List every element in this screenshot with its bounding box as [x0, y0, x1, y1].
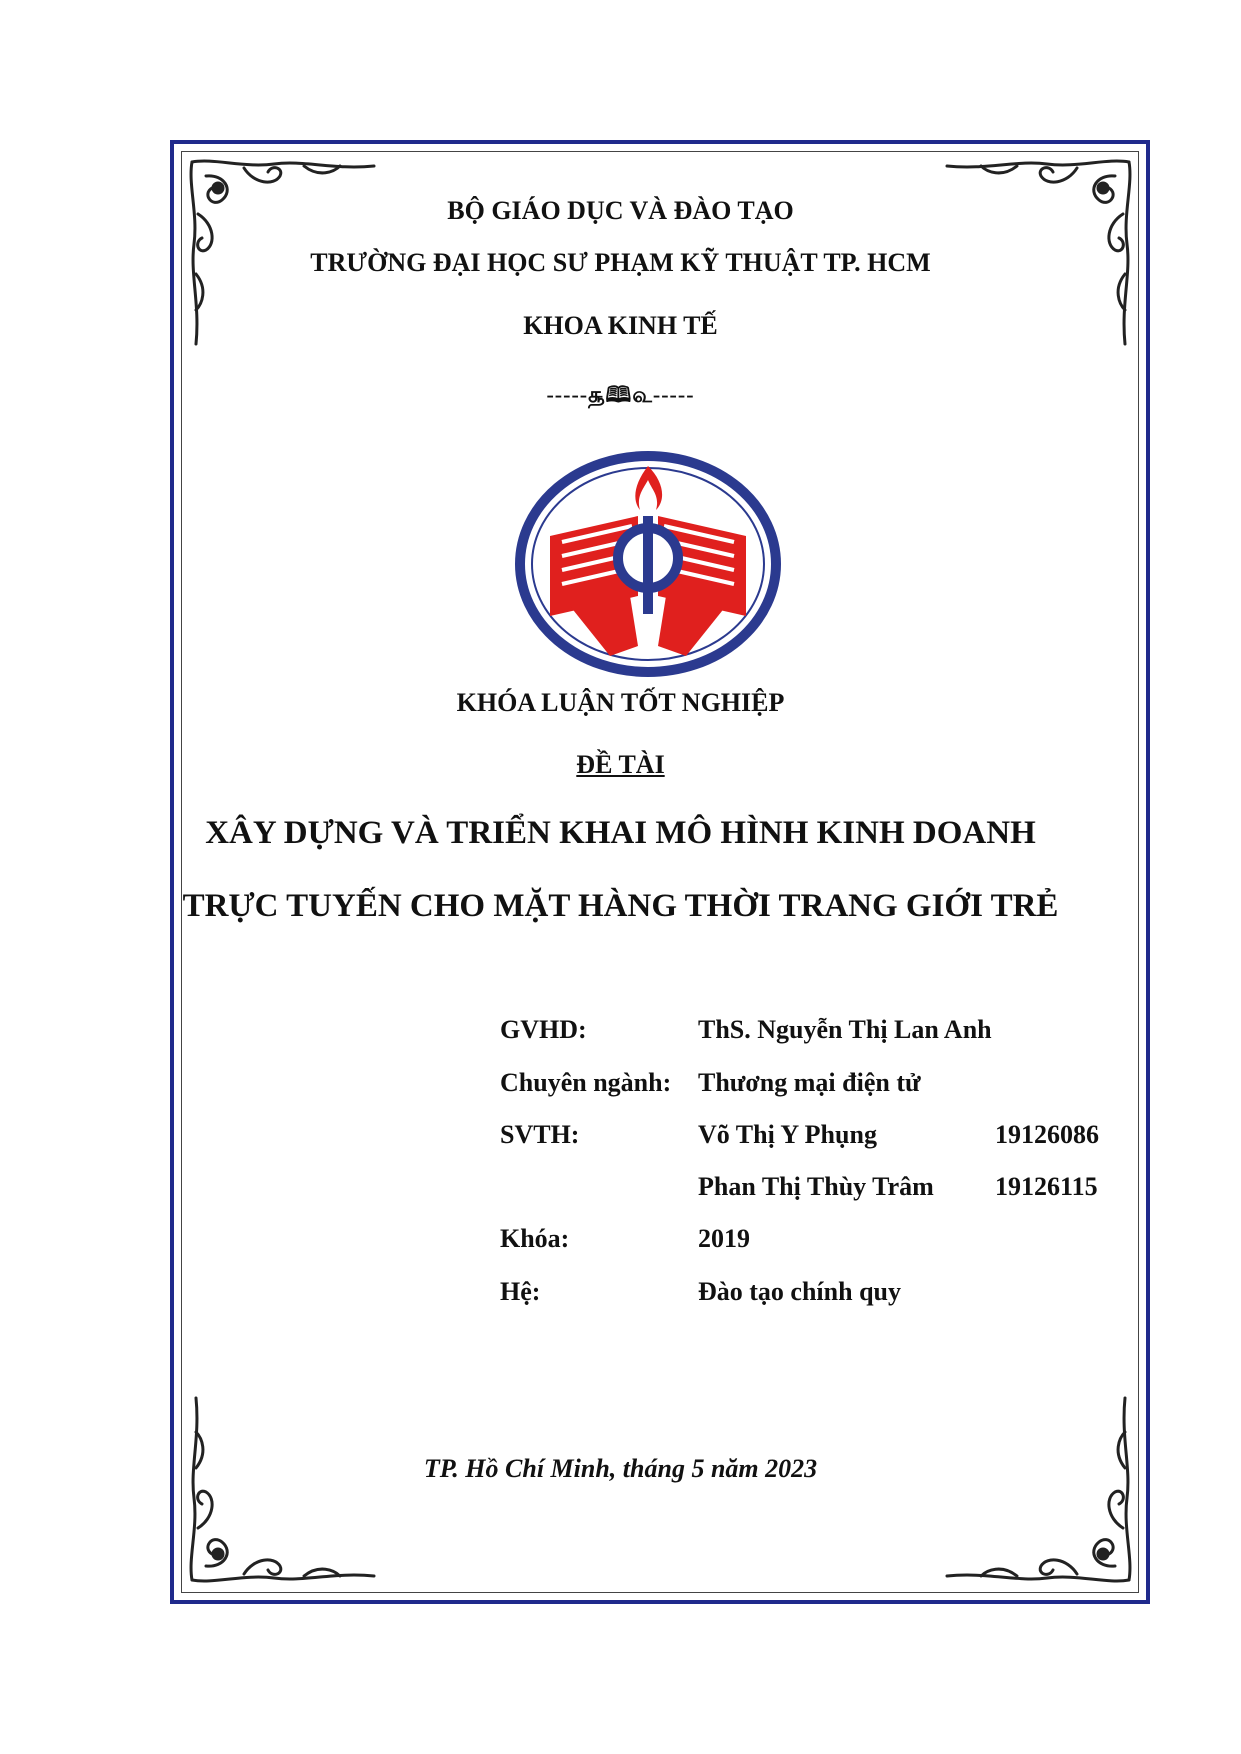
student-name-1: Võ Thị Y Phụng: [698, 1120, 877, 1149]
topic-label: ĐỀ TÀI: [576, 750, 665, 779]
faculty-name: KHOA KINH TẾ: [523, 311, 718, 340]
student-id-1: 19126086: [995, 1120, 1099, 1149]
cohort-label: Khóa:: [500, 1224, 570, 1253]
page-border-inner: [181, 151, 1139, 1593]
advisor-value: ThS. Nguyễn Thị Lan Anh: [698, 1015, 992, 1044]
place-and-date: TP. Hồ Chí Minh, tháng 5 năm 2023: [423, 1454, 818, 1483]
ornamental-separator: -----௲🕮௳-----: [546, 382, 695, 407]
students-label: SVTH:: [500, 1120, 580, 1149]
program-label: Hệ:: [500, 1277, 541, 1306]
corner-ornament-bottom-left: [184, 1388, 384, 1588]
university-name: TRƯỜNG ĐẠI HỌC SƯ PHẠM KỸ THUẬT TP. HCM: [310, 248, 931, 277]
university-emblem-icon: [510, 446, 786, 682]
thesis-title-line-1: XÂY DỰNG VÀ TRIỂN KHAI MÔ HÌNH KINH DOANH: [205, 815, 1036, 851]
corner-ornament-bottom-right: [937, 1388, 1137, 1588]
major-value: Thương mại điện tử: [698, 1068, 921, 1097]
student-id-2: 19126115: [995, 1172, 1098, 1201]
advisor-label: GVHD:: [500, 1015, 587, 1044]
ministry-name: BỘ GIÁO DỤC VÀ ĐÀO TẠO: [447, 196, 794, 225]
cohort-value: 2019: [698, 1224, 750, 1253]
thesis-title-line-2: TRỰC TUYẾN CHO MẶT HÀNG THỜI TRANG GIỚI TRẺ: [182, 888, 1059, 924]
student-name-2: Phan Thị Thùy Trâm: [698, 1172, 934, 1201]
major-label: Chuyên ngành:: [500, 1068, 672, 1097]
program-value: Đào tạo chính quy: [698, 1277, 901, 1306]
thesis-type: KHÓA LUẬN TỐT NGHIỆP: [456, 688, 785, 717]
